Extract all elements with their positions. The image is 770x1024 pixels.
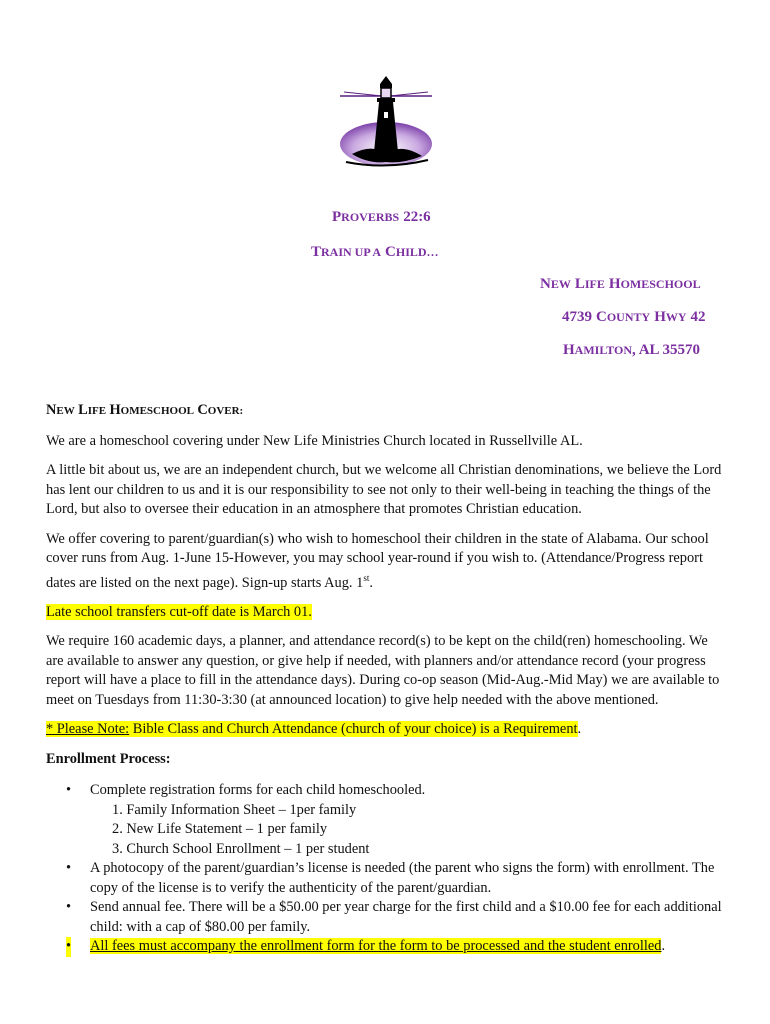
list-item: • Send annual fee. There will be a $50.00 per year charge for the first child and a $10.00 fee for each additional child: with a cap of $80.00 per family.: [66, 899, 722, 935]
list-item: 2. New Life Statement – 1 per family: [112, 821, 328, 838]
list-item: 1. Family Information Sheet – 1per family: [112, 801, 357, 818]
document-body: [46, 400, 726, 957]
school-address: 4739 COUNTY HWY 42: [562, 309, 706, 325]
please-note: * Please Note: Bible Class and Church Attendance (church of your choice) is a Requirement.: [46, 721, 582, 738]
paragraph-intro: We are a homeschool covering under New Life Ministries Church located in Russellville AL.: [46, 432, 583, 449]
school-city: HAMILTON, AL 35570: [563, 342, 700, 358]
paragraph-requirements: We require 160 academic days, a planner, and attendance record(s) to be kept on the child(ren) homeschooling. We are available to answer any question, or give help if needed, with planners and/or attendance record (your progress report will have a place to fill in the attendance days). During co-op season (Mid-Aug.-Mid May) we are available to meet on Tuesdays from 11:30-3:30 (at announced location) to give help needed with the above mentioned.: [46, 633, 720, 708]
school-name: NEW LIFE HOMESCHOOL: [540, 276, 701, 292]
list-item: • All fees must accompany the enrollment form for the form to be processed and the student enrolled.: [46, 937, 726, 957]
proverbs-heading: PROVERBS 22:6: [332, 209, 431, 225]
lighthouse-icon: [338, 74, 434, 172]
enrollment-title: Enrollment Process:: [46, 750, 171, 767]
train-heading: TRAIN UP A CHILD…: [311, 244, 439, 260]
bullet-icon: •: [66, 937, 71, 957]
section-title: NEW LIFE HOMESCHOOL COVER:: [46, 402, 244, 418]
list-item: 3. Church School Enrollment – 1 per student: [112, 840, 370, 857]
bullet-icon: •: [66, 899, 72, 916]
bullet-icon: •: [66, 860, 72, 877]
bullet-icon: •: [66, 782, 72, 799]
paragraph-covering: We offer covering to parent/guardian(s) who wish to homeschool their children in the state of Alabama. Our school cover runs from Aug. 1-June 15-However, you may school year-round if you wish to. (Attendance/Progress report dates are listed on the next page). Sign-up starts Aug. 1st.: [46, 530, 709, 591]
late-transfer-notice: Late school transfers cut-off date is March 01.: [46, 603, 312, 620]
list-item: • Complete registration forms for each child homeschooled. 1. Family Information Sheet – 1per family 2. New Life Statement – 1 per family 3. Church School Enrollment – 1 per student: [46, 781, 726, 859]
enrollment-list: [46, 781, 726, 957]
list-item: • A photocopy of the parent/guardian’s license is needed (the parent who signs the form) with enrollment. The copy of the license is to verify the authenticity of the parent/guardian.: [66, 860, 715, 896]
paragraph-about: A little bit about us, we are an independent church, but we welcome all Christian denominations, we believe the Lord has lent our children to us and it is our responsibility to see not only to their well-being in teaching the things of the Lord, but also to oversee their education in an atmosphere that promotes Christian education.: [46, 462, 722, 517]
form-list: [90, 801, 726, 860]
